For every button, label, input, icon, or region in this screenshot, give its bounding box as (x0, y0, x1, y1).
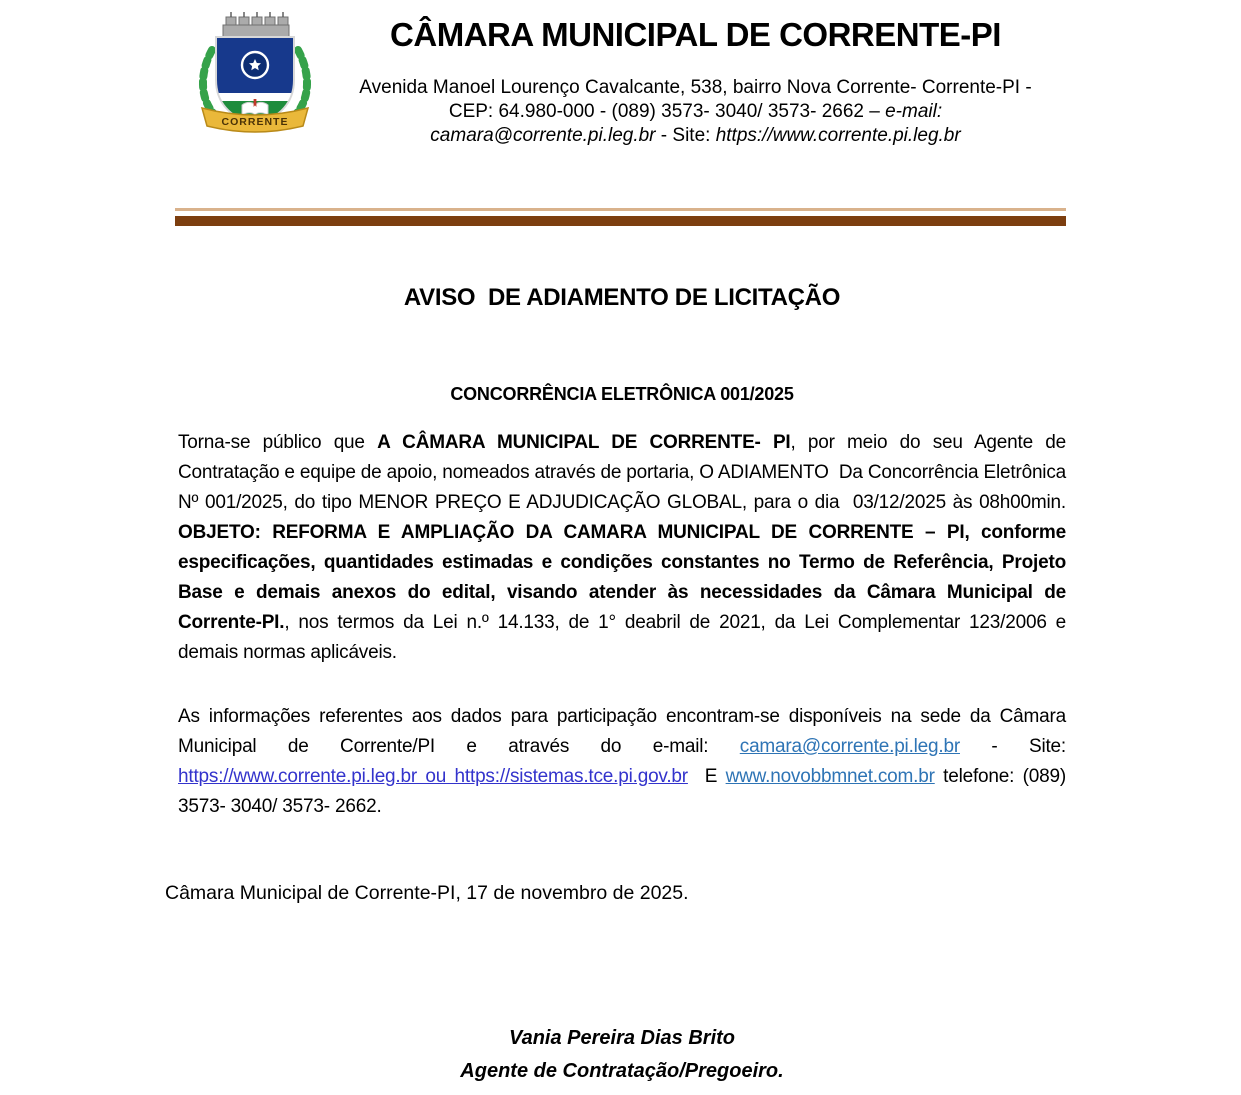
divider-thick-line (175, 216, 1066, 226)
header-site-text: https://www.corrente.pi.leg.br (715, 125, 961, 146)
org-title: CÂMARA MUNICIPAL DE CORRENTE-PI (390, 16, 1001, 53)
email-link[interactable]: camara@corrente.pi.leg.br (739, 736, 960, 757)
date-line: Câmara Municipal de Corrente-PI, 17 de novembro de 2025. (165, 882, 689, 904)
paragraph-contact-info (178, 702, 1072, 822)
p1-text-1: Torna-se público que (178, 432, 378, 453)
divider-rule (175, 208, 1066, 226)
signature-block (178, 1022, 1066, 1088)
p1-bold-entity: A CÂMARA MUNICIPAL DE CORRENTE- PI (377, 432, 791, 453)
address-email-label: e-mail: (885, 101, 943, 122)
org-address (320, 76, 1071, 148)
address-line-3 (320, 124, 1071, 148)
document-subtitle: CONCORRÊNCIA ELETRÔNICA 001/2025 (450, 384, 794, 404)
signature-role: Agente de Contratação/Pregoeiro. (460, 1060, 784, 1082)
address-line-1: Avenida Manoel Lourenço Cavalcante, 538, bairro Nova Corrente- Corrente-PI - (359, 77, 1032, 98)
municipal-coat-of-arms-logo (190, 8, 320, 140)
signature-name: Vania Pereira Dias Brito (508, 1027, 736, 1049)
letterhead (190, 8, 1071, 148)
p1-text-3: , nos termos da Lei n.º 14.133, de 1° deabril de 2021, da Lei Complementar 123/2006 e demais normas aplicáveis. (178, 612, 1072, 663)
p2-text-4: telefone: (089) 3573- 3040/ 3573- 2662. (178, 766, 1072, 817)
header-email-text: camara@corrente.pi.leg.br (430, 125, 656, 146)
sites-link[interactable]: https://www.corrente.pi.leg.br ou https://sistemas.tce.pi.gov.br (178, 766, 688, 787)
divider-thin-line (175, 208, 1066, 211)
p1-text-2: , por meio do seu Agente de Contratação e equipe de apoio, nomeados através de portaria, O ADIAMENTO Da Concorrência Eletrônica Nº 001/2025, do tipo MENOR PREÇO E ADJUDICAÇÃO GLOBAL, para o dia 03/12/2025 às 08h00min. (178, 432, 1072, 513)
coat-of-arms-icon (190, 8, 320, 140)
address-site-label: - Site: (655, 125, 716, 146)
p2-text-2: - Site: (959, 736, 1072, 757)
p2-text-1: As informações referentes aos dados para participação encontram-se disponíveis na sede da Câmara Municipal de Corrente/PI e através do e-mail: (178, 706, 1072, 757)
document-title: AVISO DE ADIAMENTO DE LICITAÇÃO (403, 284, 841, 311)
address-line-2 (320, 100, 1071, 124)
p1-bold-objeto: OBJETO: REFORMA E AMPLIAÇÃO DA CAMARA MUNICIPAL DE CORRENTE – PI, conforme especificações, quantidades estimadas e condições constantes no Termo de Referência, Projeto Base e demais anexos do edital, visando atender às necessidades da Câmara Municipal de Corrente-PI. (178, 522, 1072, 633)
address-cep-phones: CEP: 64.980-000 - (089) 3573- 3040/ 3573- 2662 – (448, 101, 886, 122)
p2-text-3: E (687, 766, 726, 787)
letterhead-text (320, 8, 1071, 148)
bbmnet-link[interactable]: www.novobbmnet.com.br (725, 766, 935, 787)
paragraph-notice-body (178, 428, 1072, 668)
ribbon-text: CORRENTE (221, 116, 289, 128)
